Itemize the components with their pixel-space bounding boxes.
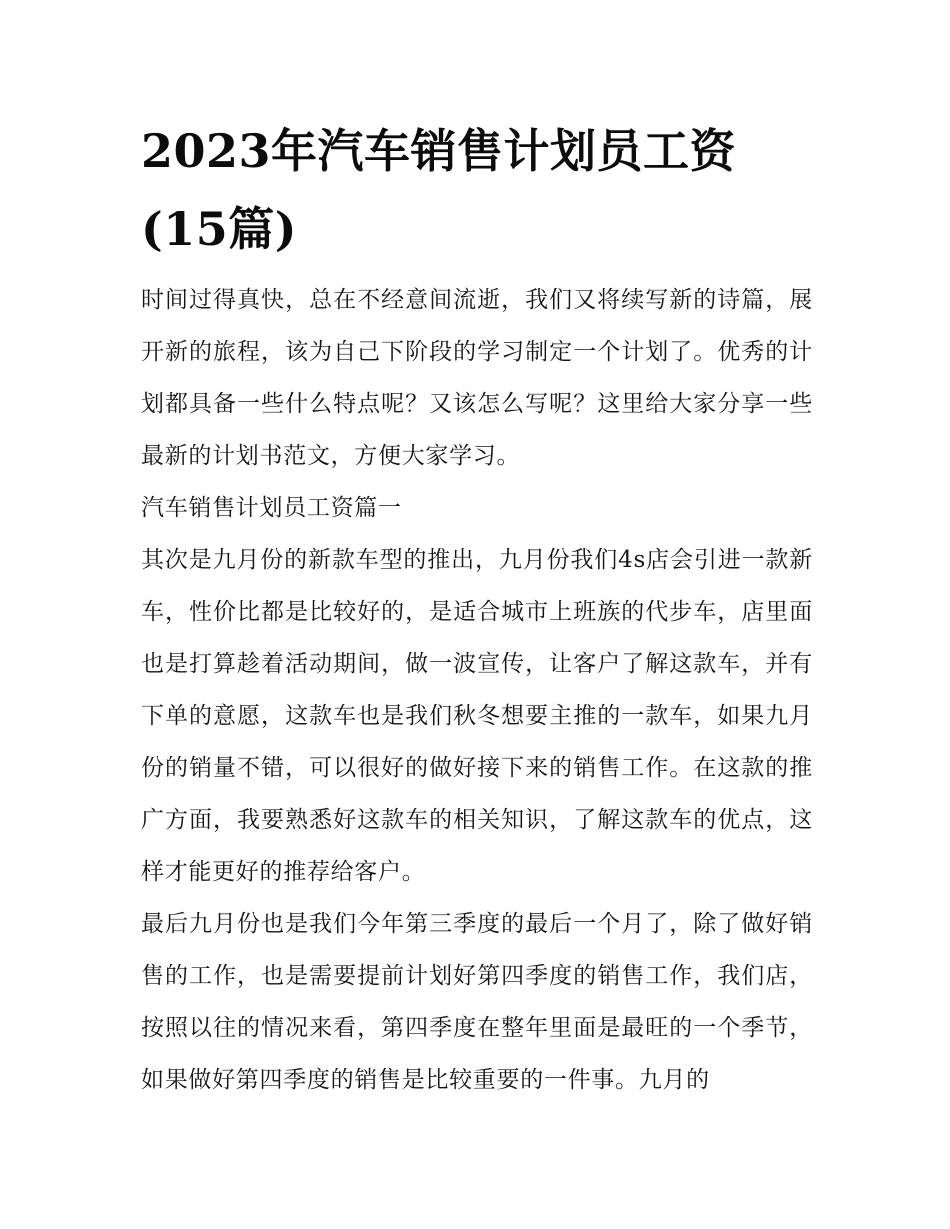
body-paragraph: 其次是九月份的新款车型的推出，九月份我们4s店会引进一款新车，性价比都是比较好的，是适合城市上班族的代步车，店里面也是打算趁着活动期间，做一波宣传，让客户了解这款车，并有下单的意愿，这款车也是我们秋冬想要主推的一款车，如果九月份的销量不错，可以很好的做好接下来的销售工作。在这款的推广方面，我要熟悉好这款车的相关知识，了解这款车的优点，这样才能更好的推荐给客户。 [141,547,813,885]
body-paragraph: 最后九月份也是我们今年第三季度的最后一个月了，除了做好销售的工作，也是需要提前计划好第四季度的销售工作，我们店，按照以往的情况来看，第四季度在整年里面是最旺的一个季节，如果做好第四季度的销售是比较重要的一件事。九月的 [141,911,813,1093]
document-title: 2023年汽车销售计划员工资(15篇) [141,124,737,256]
intro-paragraph: 时间过得真快，总在不经意间流逝，我们又将续写新的诗篇，展开新的旅程，该为自己下阶段的学习制定一个计划了。优秀的计划都具备一些什么特点呢？又该怎么写呢？这里给大家分享一些最新的计划书范文，方便大家学习。 [141,287,813,469]
section-heading: 汽车销售计划员工资篇一 [141,495,402,521]
